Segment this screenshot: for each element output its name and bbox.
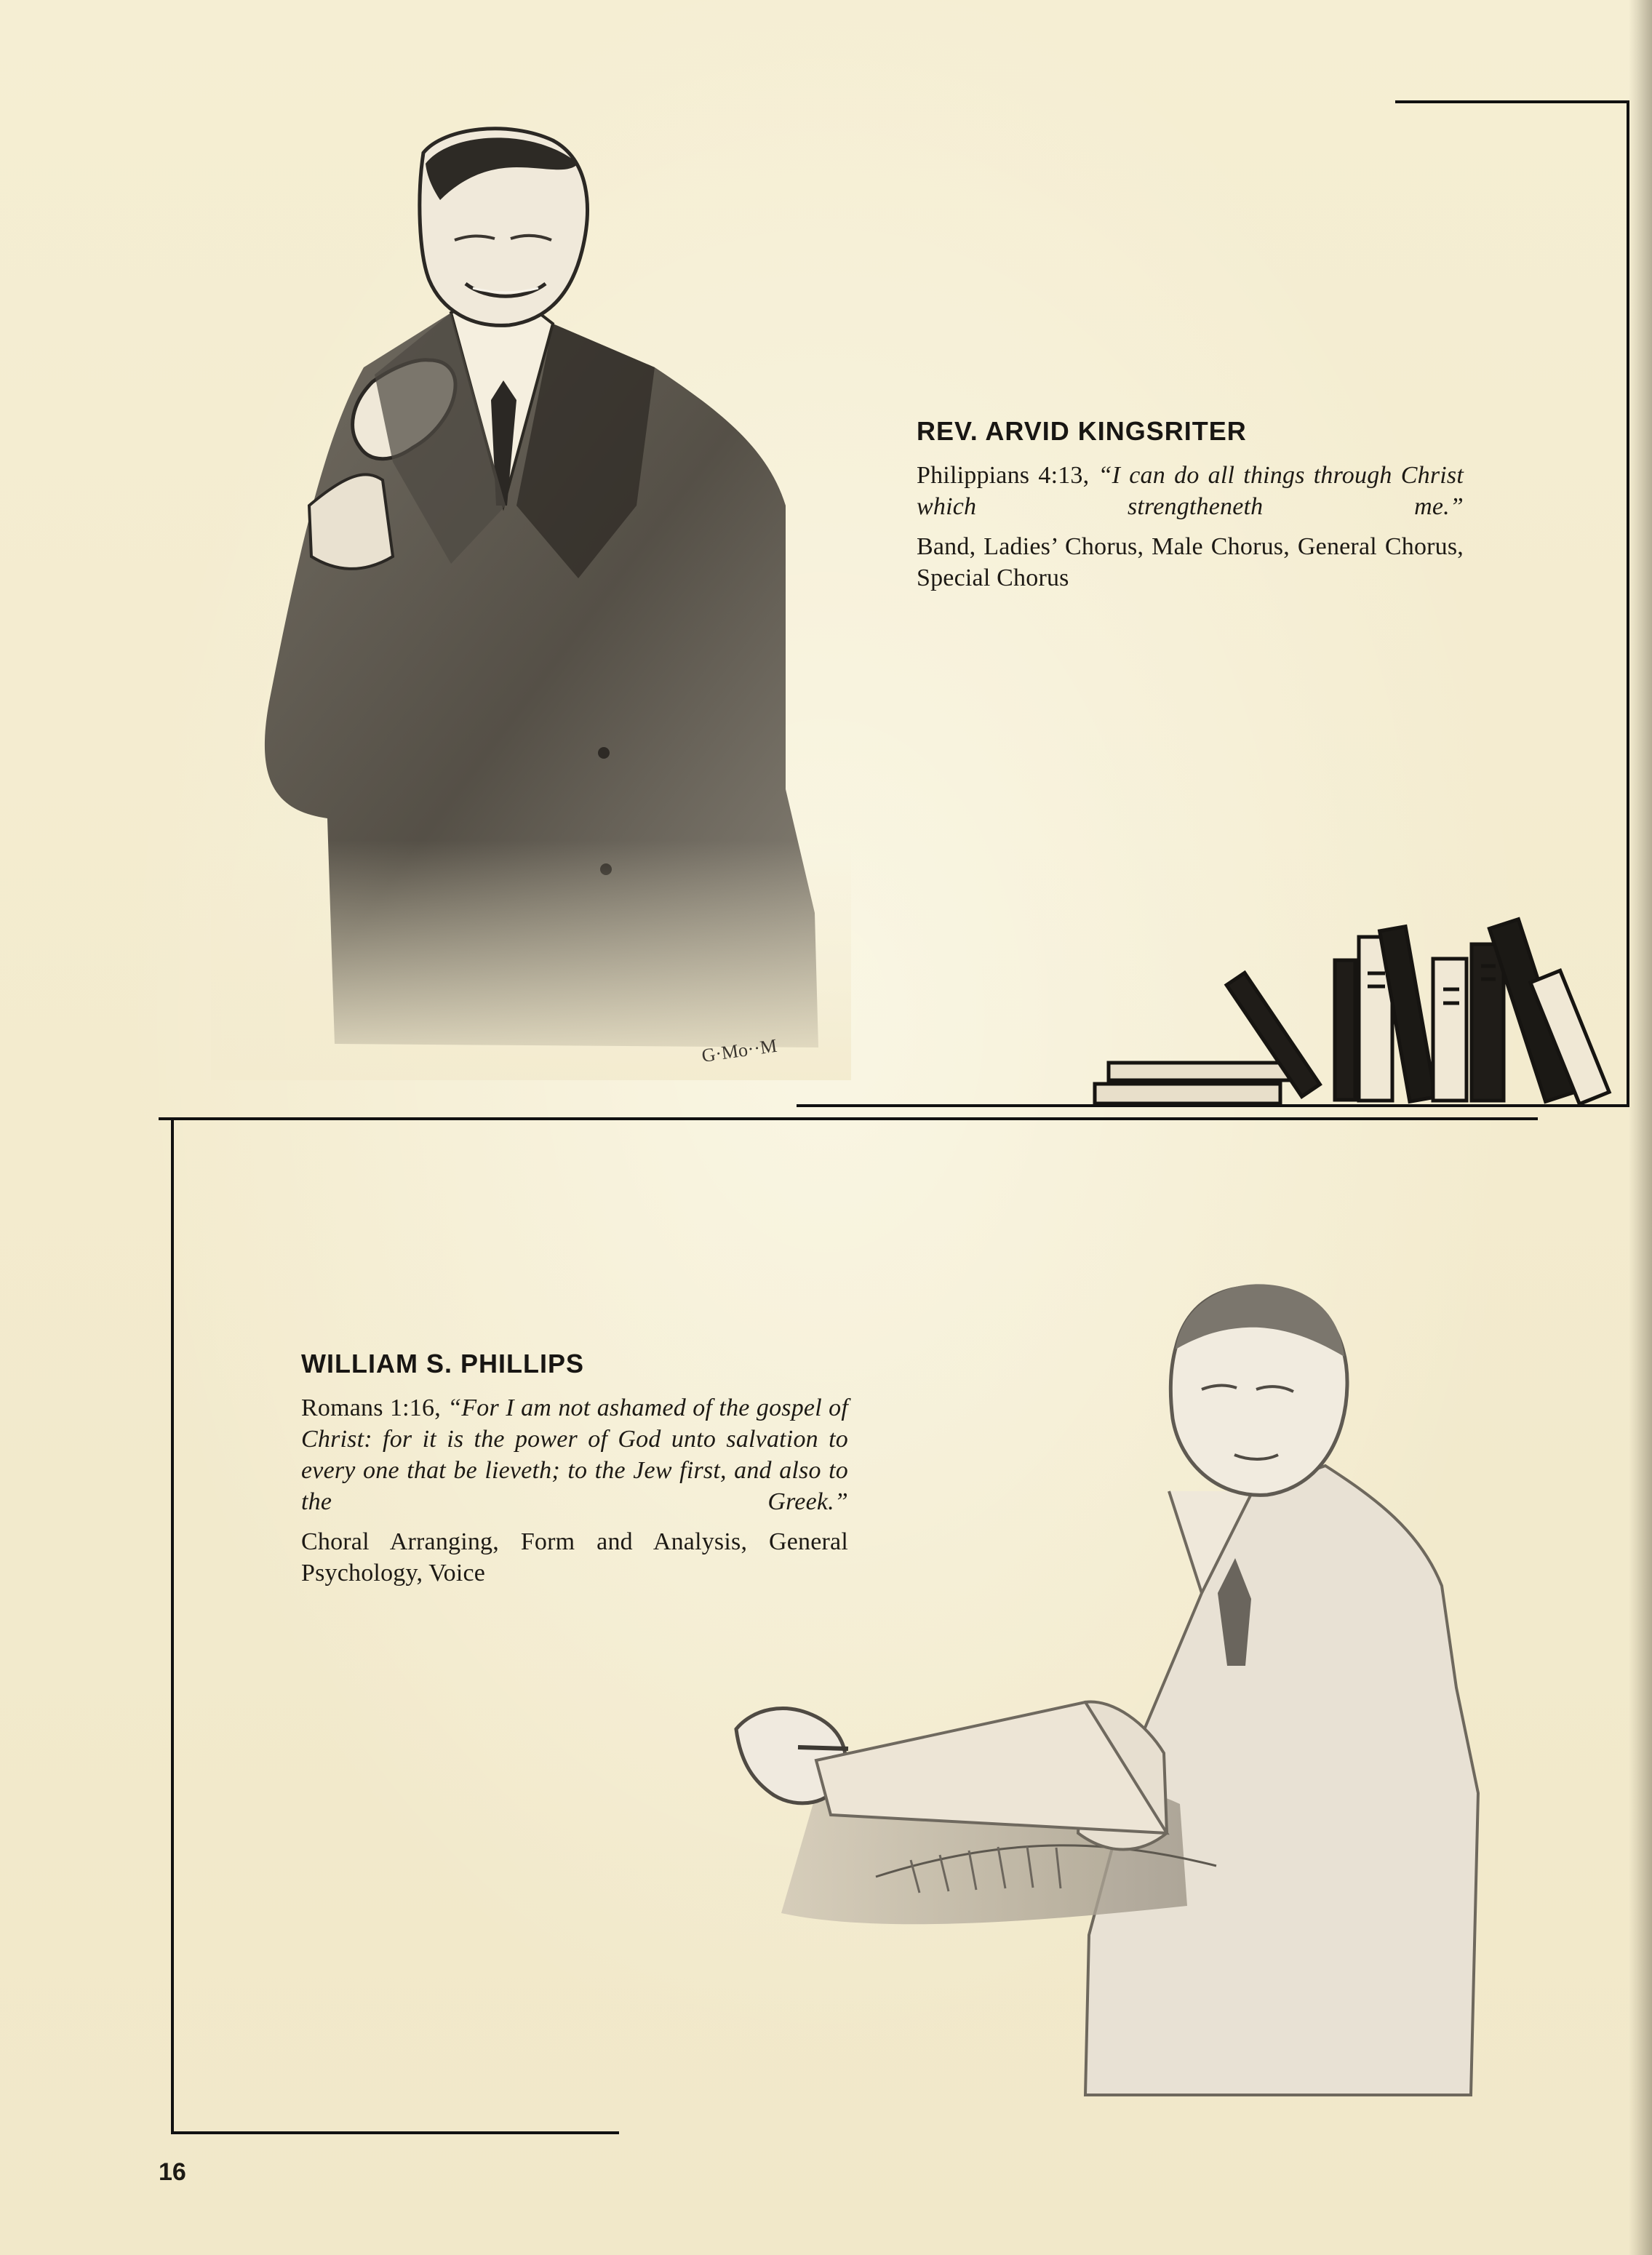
verse-reference: Philippians 4:13, — [917, 462, 1090, 489]
bottom-frame-left-rule — [171, 1117, 174, 2134]
books-icon — [1091, 893, 1635, 1110]
verse-text — [917, 460, 1464, 522]
verse-quote: “For I am not ashamed of the gospel of Christ: for it is the power of God unto salvation to every one that be lieveth; to the Jew first, and also to the Greek.” — [301, 1394, 848, 1515]
portrait-sketch-rev-kingsriter — [211, 127, 851, 1080]
bottom-frame-bottom-rule — [171, 2131, 619, 2134]
profile-block-phillips — [301, 1347, 848, 1589]
subjects-text: Band, Ladies’ Chorus, Male Chorus, General Chorus, Special Chorus — [917, 533, 1464, 591]
verse-text — [301, 1392, 848, 1517]
verse-quote: “I can do all things through Christ which strengtheneth me.” — [917, 462, 1464, 520]
subjects-text: Choral Arranging, Form and Analysis, General Psychology, Voice — [301, 1528, 848, 1587]
page-edge-shadow — [1629, 0, 1652, 2255]
top-frame-top-rule — [1395, 100, 1629, 103]
portrait-sketch-william-phillips — [722, 1280, 1609, 2128]
verse-reference: Romans 1:16, — [301, 1394, 441, 1421]
middle-divider-rule — [159, 1117, 1538, 1120]
page-number: 16 — [159, 2158, 186, 2186]
profile-block-kingsriter — [917, 415, 1464, 594]
faculty-name: WILLIAM S. PHILLIPS — [301, 1349, 584, 1378]
faculty-name: REV. ARVID KINGSRITER — [917, 416, 1247, 446]
svg-text:G·Mo··M: G·Mo··M — [700, 1034, 778, 1066]
